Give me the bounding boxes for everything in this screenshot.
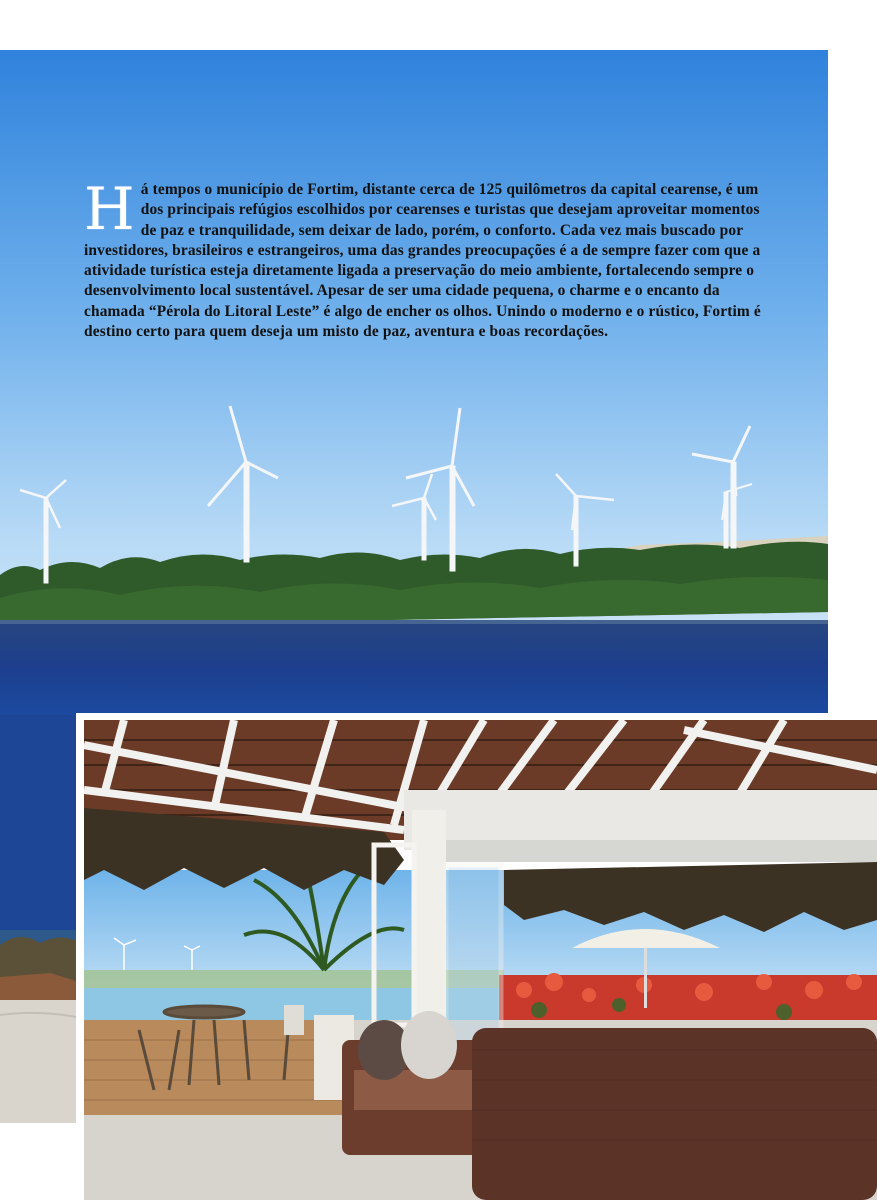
wind-farm-illustration bbox=[0, 50, 828, 715]
intro-paragraph: á tempos o município de Fortim, distante cerca de 125 quilômetros da capital cearense, é um dos principais refúgios escolhidos por cearenses e turistas que desejam aproveitar momentos de paz e tranquilidade, sem deixar de lado, porém, o conforto. Cada vez mais buscado por investidores, brasileiros e estrangeiros, uma das grandes preocupações é a de sempre fazer com que a atividade turística esteja diretamente ligada a preservação do meio ambiente, fortalecendo sempre o desenvolvimento local sustentável. Apesar de ser uma cidade pequena, o charme e o encanto da chamada “Pérola do Litoral Leste” é algo de encher os olhos. Unindo o moderno e o rústico, Fortim é destino certo para quem deseja um misto de paz, aventura e boas recordações. bbox=[84, 181, 761, 341]
beach-strip-illustration bbox=[0, 715, 76, 1123]
river bbox=[0, 620, 828, 715]
resort-veranda-illustration bbox=[84, 720, 877, 1200]
article-intro bbox=[84, 175, 764, 342]
beach-strip-photo bbox=[0, 715, 76, 1123]
armchair bbox=[472, 1028, 877, 1200]
drop-cap: H bbox=[84, 175, 135, 243]
resort-veranda-photo bbox=[84, 720, 877, 1200]
glass-door bbox=[446, 865, 501, 1055]
cushion bbox=[401, 1011, 457, 1079]
wind-farm-photo bbox=[0, 50, 828, 715]
